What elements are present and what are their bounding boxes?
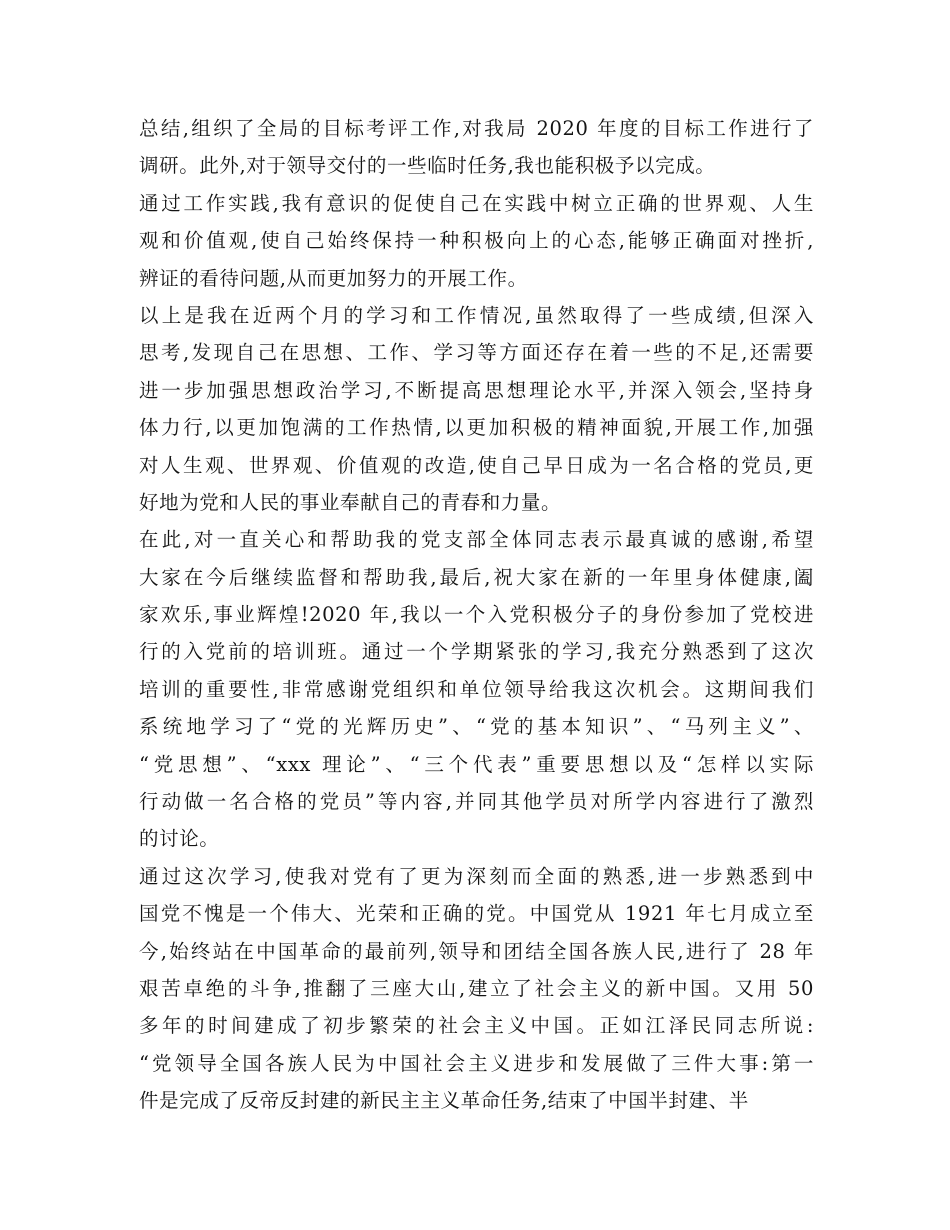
text-line: 进一步加强思想政治学习,不断提高思想理论水平,并深入领会,坚持身: [139, 378, 814, 402]
text-line: 的讨论。: [139, 827, 220, 851]
text-line: 总结,组织了全局的目标考评工作,对我局 2020 年度的目标工作进行了: [139, 117, 814, 140]
text-line: 今,始终站在中国革命的最前列,领导和团结全国各族人民,进行了 28 年: [139, 939, 814, 963]
text-line: 通过这次学习,使我对党有了更为深刻而全面的熟悉,进一步熟悉到中: [139, 864, 814, 888]
text-line: 通过工作实践,我有意识的促使自己在实践中树立正确的世界观、人生: [139, 191, 814, 215]
text-line: 家欢乐,事业辉煌!2020 年,我以一个入党积极分子的身份参加了党校进: [139, 603, 814, 627]
text-line: 好地为党和人民的事业奉献自己的青春和力量。: [139, 490, 562, 514]
text-line: 辨证的看待问题,从而更加努力的开展工作。: [139, 266, 528, 290]
text-line: 行动做一名合格的党员”等内容,并同其他学员对所学内容进行了激烈: [139, 790, 814, 814]
text-line: 在此,对一直关心和帮助我的党支部全体同志表示最真诚的感谢,希望: [139, 528, 814, 552]
text-line: 调研。此外,对于领导交付的一些临时任务,我也能积极予以完成。: [139, 154, 716, 178]
paragraph: [139, 297, 814, 521]
text-line: “党思想”、“xxx 理论”、“三个代表”重要思想以及“怎样以实际: [139, 752, 814, 776]
text-line: 件是完成了反帝反封建的新民主主义革命任务,结束了中国半封建、半: [139, 1089, 749, 1113]
text-line: 思考,发现自己在思想、工作、学习等方面还存在着一些的不足,还需要: [139, 341, 814, 365]
paragraph: [139, 521, 814, 858]
paragraph: [139, 185, 814, 297]
text-line: 系统地学习了“党的光辉历史”、“党的基本知识”、“马列主义”、: [139, 715, 814, 739]
text-line: 以上是我在近两个月的学习和工作情况,虽然取得了一些成绩,但深入: [139, 303, 814, 327]
text-line: 国党不愧是一个伟大、光荣和正确的党。中国党从 1921 年七月成立至: [139, 902, 814, 926]
document-body: [139, 110, 814, 1120]
text-line: 艰苦卓绝的斗争,推翻了三座大山,建立了社会主义的新中国。又用 50: [139, 976, 814, 1000]
paragraph: [139, 858, 814, 1120]
text-line: 行的入党前的培训班。通过一个学期紧张的学习,我充分熟悉到了这次: [139, 640, 814, 664]
text-line: 多年的时间建成了初步繁荣的社会主义中国。正如江泽民同志所说:: [139, 1014, 814, 1038]
text-line: “党领导全国各族人民为中国社会主义进步和发展做了三件大事:第一: [139, 1051, 814, 1075]
text-line: 体力行,以更加饱满的工作热情,以更加积极的精神面貌,开展工作,加强: [139, 416, 814, 440]
text-line: 培训的重要性,非常感谢党组织和单位领导给我这次机会。这期间我们: [139, 677, 814, 701]
paragraph: [139, 110, 814, 185]
text-line: 观和价值观,使自己始终保持一种积极向上的心态,能够正确面对挫折,: [139, 229, 814, 253]
text-line: 对人生观、世界观、价值观的改造,使自己早日成为一名合格的党员,更: [139, 453, 814, 477]
text-line: 大家在今后继续监督和帮助我,最后,祝大家在新的一年里身体健康,阖: [139, 565, 814, 589]
